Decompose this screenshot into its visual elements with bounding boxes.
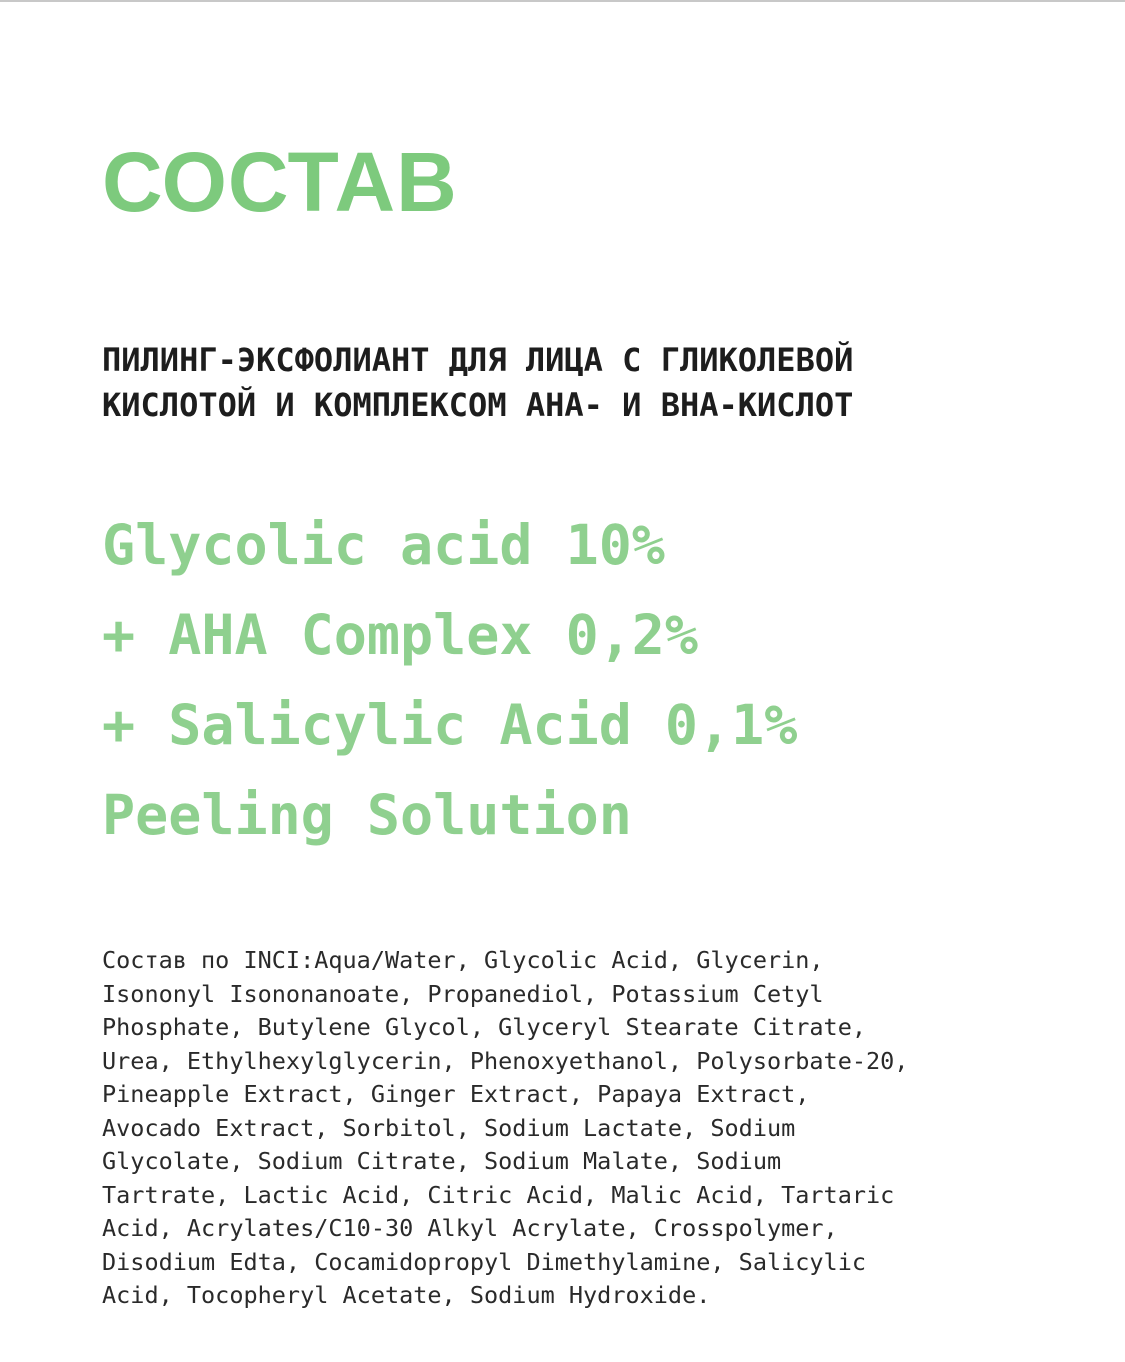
product-name-line: + AHA Complex 0,2% (102, 603, 699, 667)
ingredients-line: Pineapple Extract, Ginger Extract, Papaya Extract, (102, 1080, 810, 1108)
ingredients-line: Isononyl Isononanoate, Propanediol, Potassium Cetyl (102, 979, 824, 1008)
description-line: ПИЛИНГ-ЭКСФОЛИАНТ ДЛЯ ЛИЦА С ГЛИКОЛЕВОЙ (102, 341, 854, 379)
product-name (102, 500, 797, 860)
ingredients-line: Glycolate, Sodium Citrate, Sodium Malate, Sodium (102, 1147, 782, 1175)
ingredients-line: Состав по INCI:Aqua/Water, Glycolic Acid, Glycerin, (102, 946, 824, 974)
inci-ingredients (102, 944, 1092, 1313)
product-name-line: + Salicylic Acid 0,1% (102, 693, 798, 757)
description-line: КИСЛОТОЙ И КОМПЛЕКСОМ АНА- И ВНА-КИСЛОТ (102, 386, 854, 424)
top-divider (0, 0, 1125, 2)
ingredients-line: Tartrate, Lactic Acid, Citric Acid, Malic Acid, Tartaric (102, 1180, 895, 1209)
product-description (102, 338, 1092, 428)
page-title: СОСТАВ (102, 135, 458, 229)
product-name-line: Glycolic acid 10% (102, 513, 665, 577)
ingredients-line: Urea, Ethylhexylglycerin, Phenoxyethanol, Polysorbate-20, (102, 1046, 909, 1075)
ingredients-line: Phosphate, Butylene Glycol, Glyceryl Stearate Citrate, (102, 1013, 867, 1041)
product-name-line: Peeling Solution (102, 783, 632, 847)
ingredients-line: Disodium Edta, Cocamidopropyl Dimethylamine, Salicylic (102, 1247, 867, 1276)
ingredients-line: Avocado Extract, Sorbitol, Sodium Lactate, Sodium (102, 1113, 796, 1142)
ingredients-line: Acid, Tocopheryl Acetate, Sodium Hydroxide. (102, 1281, 711, 1309)
ingredients-line: Acid, Acrylates/C10-30 Alkyl Acrylate, Crosspolymer, (102, 1214, 838, 1242)
